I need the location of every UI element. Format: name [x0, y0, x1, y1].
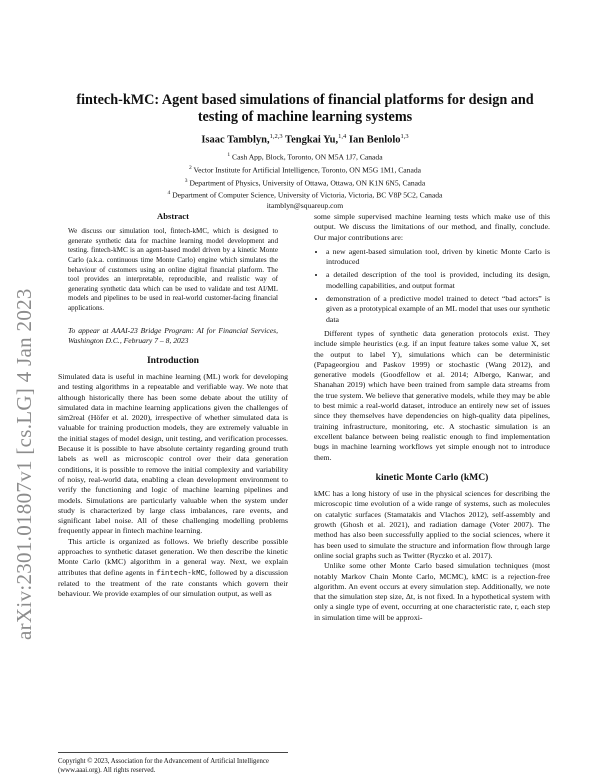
arxiv-stamp: arXiv:2301.01807v1 [cs.LG] 4 Jan 2023: [12, 288, 36, 640]
paper-title: fintech-kMC: Agent based simulations of financial platforms for design and testing of machine learning systems: [76, 92, 534, 125]
author-name: Isaac Tamblyn,: [201, 134, 270, 146]
copyright-footnote: Copyright © 2023, Association for the Advancement of Artificial Intelligence (www.aaai.org). All rights reserved.: [58, 752, 288, 775]
right-column: [314, 212, 550, 623]
affiliation: [60, 163, 550, 176]
kmc-paragraph-1: kMC has a long history of use in the physical sciences for describing the microscopic time evolution of a wide range of systems, such as molecules on catalytic surfaces (Stamatakis and Vlachos 2012), self-assembly and growth (Ghosh et al. 2021), and radiation damage (Voter 2007). The method has also been successfully applied to the social sciences, where it has been used to simulate the structure and information flow through large online social graphs such as Twitter (Ryczko et al. 2017).: [314, 489, 550, 560]
right-paragraph-1: some simple supervised machine learning tests which make use of this output. We discuss the limitations of our method, and finally, conclude. Our major contributions are:: [314, 212, 550, 242]
author-name: Ian Benlolo: [348, 134, 401, 146]
kmc-paragraph-2: Unlike some other Monte Carlo based simulation techniques (most notably Markov Chain Monte Carlo, MCMC), kMC is a rejection-free algorithm. An event occurs at every simulation step. Additionally, we note that the simulation step size, Δt, is not fixed. In a hypothetical system with only a single type of event, occurring at one characteristic rate, r, each step in simulation time will be approxi-: [314, 561, 550, 622]
affiliation: [60, 176, 550, 189]
author-list: [60, 133, 550, 146]
affil-text: Department of Physics, University of Ottawa, Ottawa, ON K1N 6N5, Canada: [189, 178, 426, 188]
kmc-heading: kinetic Monte Carlo (kMC): [375, 471, 489, 483]
author-affil-marker: 1,4: [338, 133, 347, 140]
affiliation-list: [60, 150, 550, 212]
contribution-item: • a detailed description of the tool is provided, including its design, modelling capabilities, and output format: [326, 270, 550, 291]
affiliation: [60, 188, 550, 201]
intro-p2-text-cont: , followed by a discussion related to the treatment of the rate constants which govern their behaviour. We provide examples of our simulation output, as well as: [58, 567, 288, 599]
intro-paragraph-2: [58, 537, 288, 600]
left-column: [58, 211, 288, 599]
author-affil-marker: 1,2,3: [269, 133, 283, 140]
right-paragraph-2: Different types of synthetic data generation protocols exist. They include simple heuristics (e.g. if an input feature takes some value X, set the output to label Y), simulations which can be deterministic (Papageorgiou and Paskov 1999) or stochastic (Wang 2012), and generative models (Goodfellow et al. 2014; Albergo, Kanwar, and Shanahan 2019) which have been trained from sample data streams from the true system. We believe that generative models, while they may be able to best mimic a real-world dataset, introduce an entirely new set of issues since they themselves have dependencies on high-quality data pipelines, training infrastructure, monitoring, etc. A stochastic simulation is an excellent balance between being realistic enough to find implementation bugs in machine learning workflows yet simple enough not to introduce them.: [314, 328, 550, 462]
affil-text: Vector Institute for Artificial Intelligence, Toronto, ON M5G 1M1, Canada: [193, 165, 422, 175]
tool-name-code: fintech-kMC: [156, 569, 205, 578]
contribution-item: • demonstration of a predictive model trained to detect “bad actors” is given as a prototypical example of an ML model that uses our synthetic data: [326, 294, 550, 325]
author-affil-marker: 1,3: [400, 133, 409, 140]
affil-text: Cash App, Block, Toronto, ON M5A 1J7, Canada: [232, 152, 383, 162]
contributions-list: [314, 247, 550, 325]
abstract-heading: Abstract: [157, 211, 189, 221]
intro-paragraph-1: Simulated data is useful in machine learning (ML) work for developing and testing algorithms in a repeatable and verifiable way. We note that although historically there has been some debate about the utility of simulated data in machine learning applications given the challenges of sim2real (Höfer et al. 2020), irrespective of whether simulated data is valuable for training production models, they are extremely valuable in the initial stages of model design, unit testing, and verification processes. Because it is possible to have absolute certainty regarding ground truth labels as well as microscopic control over their data generation conditions, it is possible to remove the initial complexity and variability of noisy, real-world data, enabling a clean development environment to verify the functioning and logic of machine learning pipelines and models. Simulations are particularly valuable when the system under study is characterized by large class imbalances, rare events, and significant label noise. All of these challenging modelling problems frequently appear in fintech machine learning.: [58, 371, 288, 536]
affil-number: 2: [188, 164, 192, 171]
affil-number: 4: [167, 190, 171, 197]
intro-p2-text: This article is organized as follows. We briefly describe possible approaches to synthetic dataset generation. We then describe the kinetic Monte Carlo (kMC) algorithm in a general way. Next, we explain attributes that define agents in: [58, 536, 288, 577]
affil-text: Department of Computer Science, University of Victoria, Victoria, BC V8P 5C2, Canada: [172, 191, 443, 201]
abstract-text: We discuss our simulation tool, fintech-kMC, which is designed to generate synthetic data for machine learning model development and testing. fintech-kMC is an agent-based model driven by a kinetic Monte Carlo (a.k.a. continuous time Monte Carlo) engine which simulates the behaviour of customers using an online digital financial platform. The tool provides an interpretable, reproducible, and realistic way of generating synthetic data which can be used to validate and test AI/ML models and pipelines to be used in real-world customer-facing financial applications.: [68, 227, 278, 313]
introduction-heading: Introduction: [146, 354, 200, 366]
affiliation: [60, 150, 550, 163]
author-name: Tengkai Yu,: [285, 134, 339, 146]
contribution-item: • a new agent-based simulation tool, driven by kinetic Monte Carlo is introduced: [326, 247, 550, 268]
affil-number: 3: [184, 177, 188, 184]
venue-note: To appear at AAAI-23 Bridge Program: AI for Financial Services, Washington D.C., February 7 – 8, 2023: [68, 325, 278, 345]
affil-number: 1: [227, 152, 231, 158]
contact-email: itamblyn@squareup.com: [266, 201, 344, 211]
